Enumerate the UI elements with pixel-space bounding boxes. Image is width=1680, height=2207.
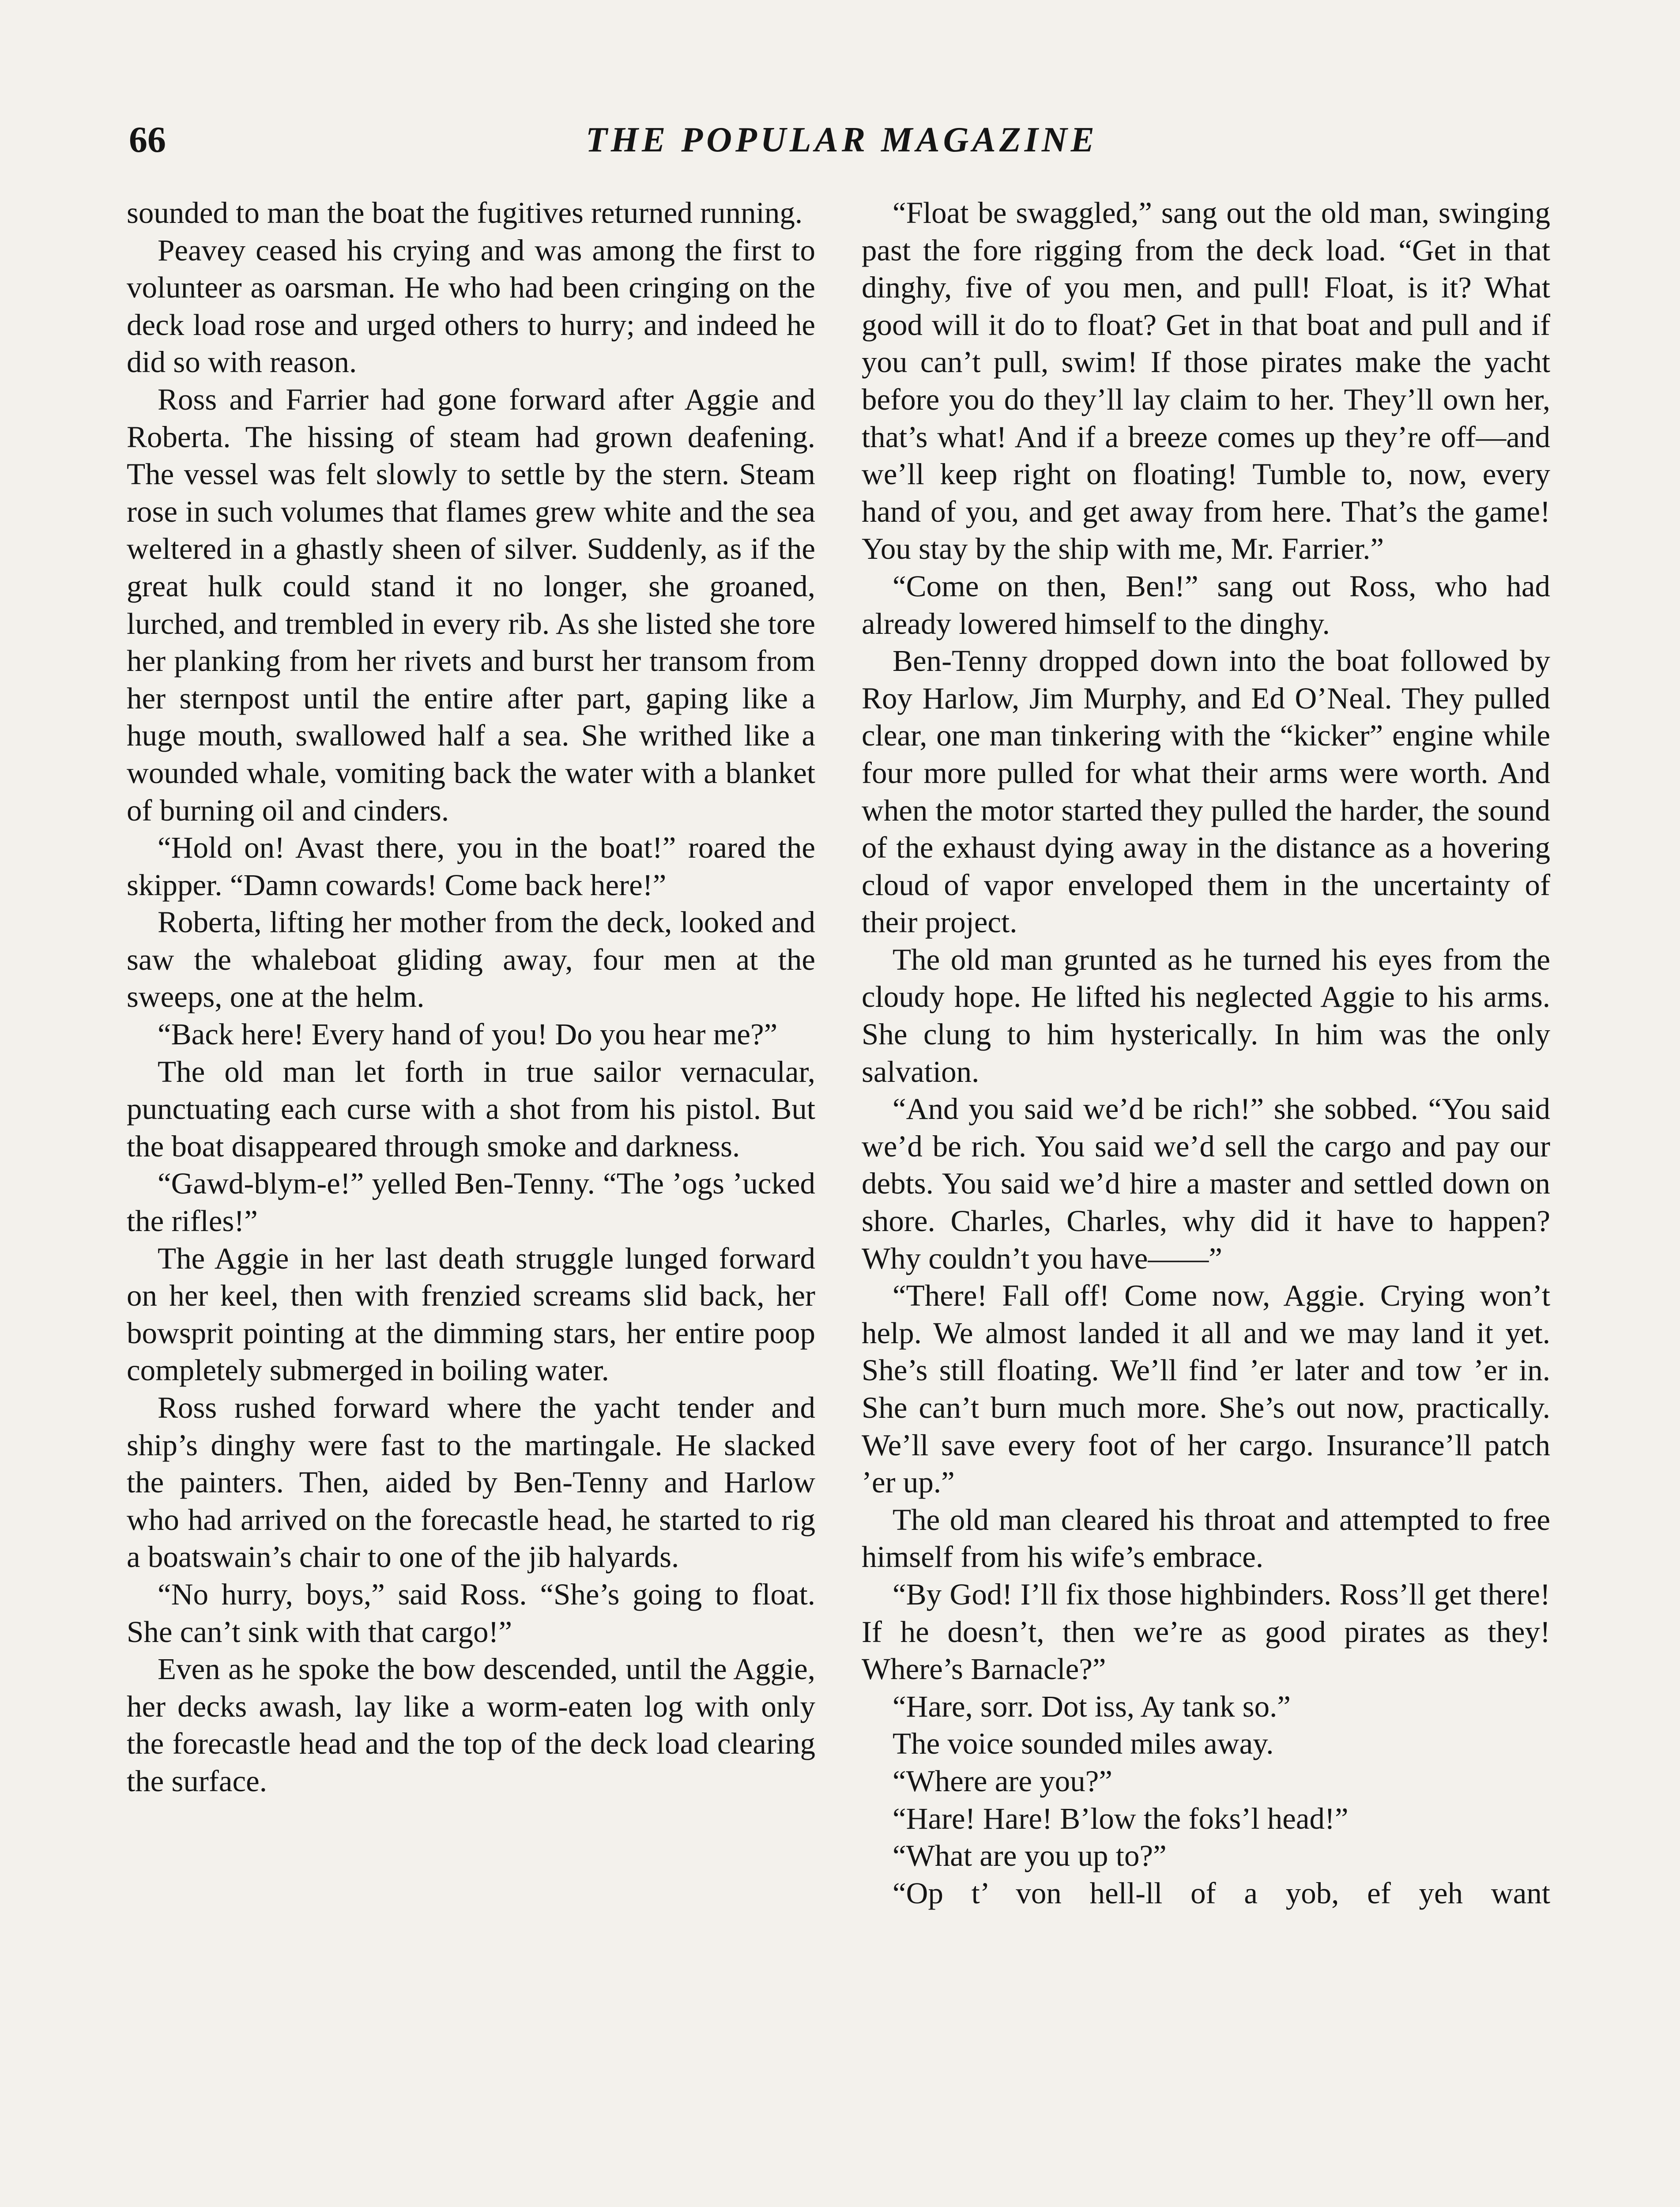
paragraph: The old man let forth in true sailor vernacular, punctuating each curse with a shot from his pistol. But the boat disappeared through smoke and darkness.: [127, 1055, 815, 1163]
page-header: [129, 116, 1555, 164]
paragraph: “Gawd-blym-e!” yelled Ben-Tenny. “The ’ogs ’ucked the rifles!”: [127, 1167, 815, 1238]
paragraph: “Come on then, Ben!” sang out Ross, who had already lowered himself to the dinghy.: [862, 569, 1550, 640]
paragraph: Ross and Farrier had gone forward after Aggie and Roberta. The hissing of steam had grown deafening. The vessel was felt slowly to settle by the stern. Steam rose in such volumes that flames grew white and the sea weltered in a ghastly sheen of silver. Suddenly, as if the great hulk could stand it no longer, she groaned, lurched, and trembled in every rib. As she listed she tore her planking from her rivets and burst her transom from her sternpost until the entire after part, gaping like a huge mouth, swallowed half a sea. She writhed like a wounded whale, vomiting back the water with a blanket of burning oil and cinders.: [127, 382, 815, 827]
paragraph: Even as he spoke the bow descended, until the Aggie, her decks awash, lay like a worm-eaten log with only the forecastle head and the top of the deck load clearing the surface.: [127, 1652, 815, 1798]
paragraph: Peavey ceased his crying and was among the first to volunteer as oarsman. He who had been cringing on the deck load rose and urged others to hurry; and indeed he did so with reason.: [127, 233, 815, 379]
left-column: [127, 194, 815, 1800]
paragraph: The old man cleared his throat and attempted to free himself from his wife’s embrace.: [862, 1503, 1550, 1574]
paragraph: “Hold on! Avast there, you in the boat!” roared the skipper. “Damn cowards! Come back here!”: [127, 831, 815, 902]
paragraph: “What are you up to?”: [893, 1839, 1167, 1873]
paragraph: Roberta, lifting her mother from the deck, looked and saw the whaleboat gliding away, four men at the sweeps, one at the helm.: [127, 905, 815, 1014]
paragraph: “No hurry, boys,” said Ross. “She’s going to float. She can’t sink with that cargo!”: [127, 1577, 815, 1649]
paragraph: “Where are you?”: [893, 1764, 1112, 1798]
page-number: 66: [129, 119, 166, 160]
paragraph: The Aggie in her last death struggle lunged forward on her keel, then with frenzied screams slid back, her bowsprit pointing at the dimming stars, her entire poop completely submerged in boiling water.: [127, 1241, 815, 1387]
running-head: THE POPULAR MAGAZINE: [585, 121, 1098, 159]
paragraph: Ross rushed forward where the yacht tender and ship’s dinghy were fast to the martingale. He slacked the painters. Then, aided by Ben-Tenny and Harlow who had arrived on the forecastle head, he started to rig a boatswain’s chair to one of the jib halyards.: [127, 1391, 815, 1574]
paragraph: “And you said we’d be rich!” she sobbed. “You said we’d be rich. You said we’d sell the cargo and pay our debts. You said we’d hire a master and settled down on shore. Charles, Charles, why did it have to happen? Why couldn’t you have——”: [862, 1092, 1550, 1275]
paragraph: “Float be swaggled,” sang out the old man, swinging past the fore rigging from the deck load. “Get in that dinghy, five of you men, and pull! Float, is it? What good will it do to float? Get in that boat and pull and if you can’t pull, swim! If those pirates make the yacht before you do they’ll lay claim to her. They’ll own her, that’s what! And if a breeze comes up they’re off—and we’ll keep right on floating! Tumble to, now, every hand of you, and get away from here. That’s the game! You stay by the ship with me, Mr. Farrier.”: [862, 196, 1550, 566]
paragraph: “Back here! Every hand of you! Do you hear me?”: [158, 1017, 778, 1051]
paragraph: “Hare, sorr. Dot iss, Ay tank so.”: [893, 1689, 1291, 1723]
right-column: [862, 194, 1550, 1912]
paragraph: The voice sounded miles away.: [893, 1727, 1274, 1761]
paragraph: sounded to man the boat the fugitives returned running.: [127, 196, 803, 230]
paragraph: The old man grunted as he turned his eyes from the cloudy hope. He lifted his neglected Aggie to his arms. She clung to him hysterically. In him was the only salvation.: [862, 942, 1550, 1088]
paragraph: “Op t’ von hell-ll of a yob, ef yeh want: [893, 1876, 1550, 1910]
paragraph: “There! Fall off! Come now, Aggie. Crying won’t help. We almost landed it all and we may land it yet. She’s still floating. We’ll find ’er later and tow ’er in. She can’t burn much more. She’s out now, practically. We’ll save every foot of her cargo. Insurance’ll patch ’er up.”: [862, 1279, 1550, 1499]
paragraph: “By God! I’ll fix those highbinders. Ross’ll get there! If he doesn’t, then we’re as good pirates as they! Where’s Barnacle?”: [862, 1577, 1550, 1686]
paragraph: Ben-Tenny dropped down into the boat followed by Roy Harlow, Jim Murphy, and Ed O’Neal. They pulled clear, one man tinkering with the “kicker” engine while four more pulled for what their arms were worth. And when the motor started they pulled the harder, the sound of the exhaust dying away in the distance as a hovering cloud of vapor enveloped them in the uncertainty of their project.: [862, 644, 1550, 939]
paragraph: “Hare! Hare! B’low the foks’l head!”: [893, 1801, 1349, 1835]
